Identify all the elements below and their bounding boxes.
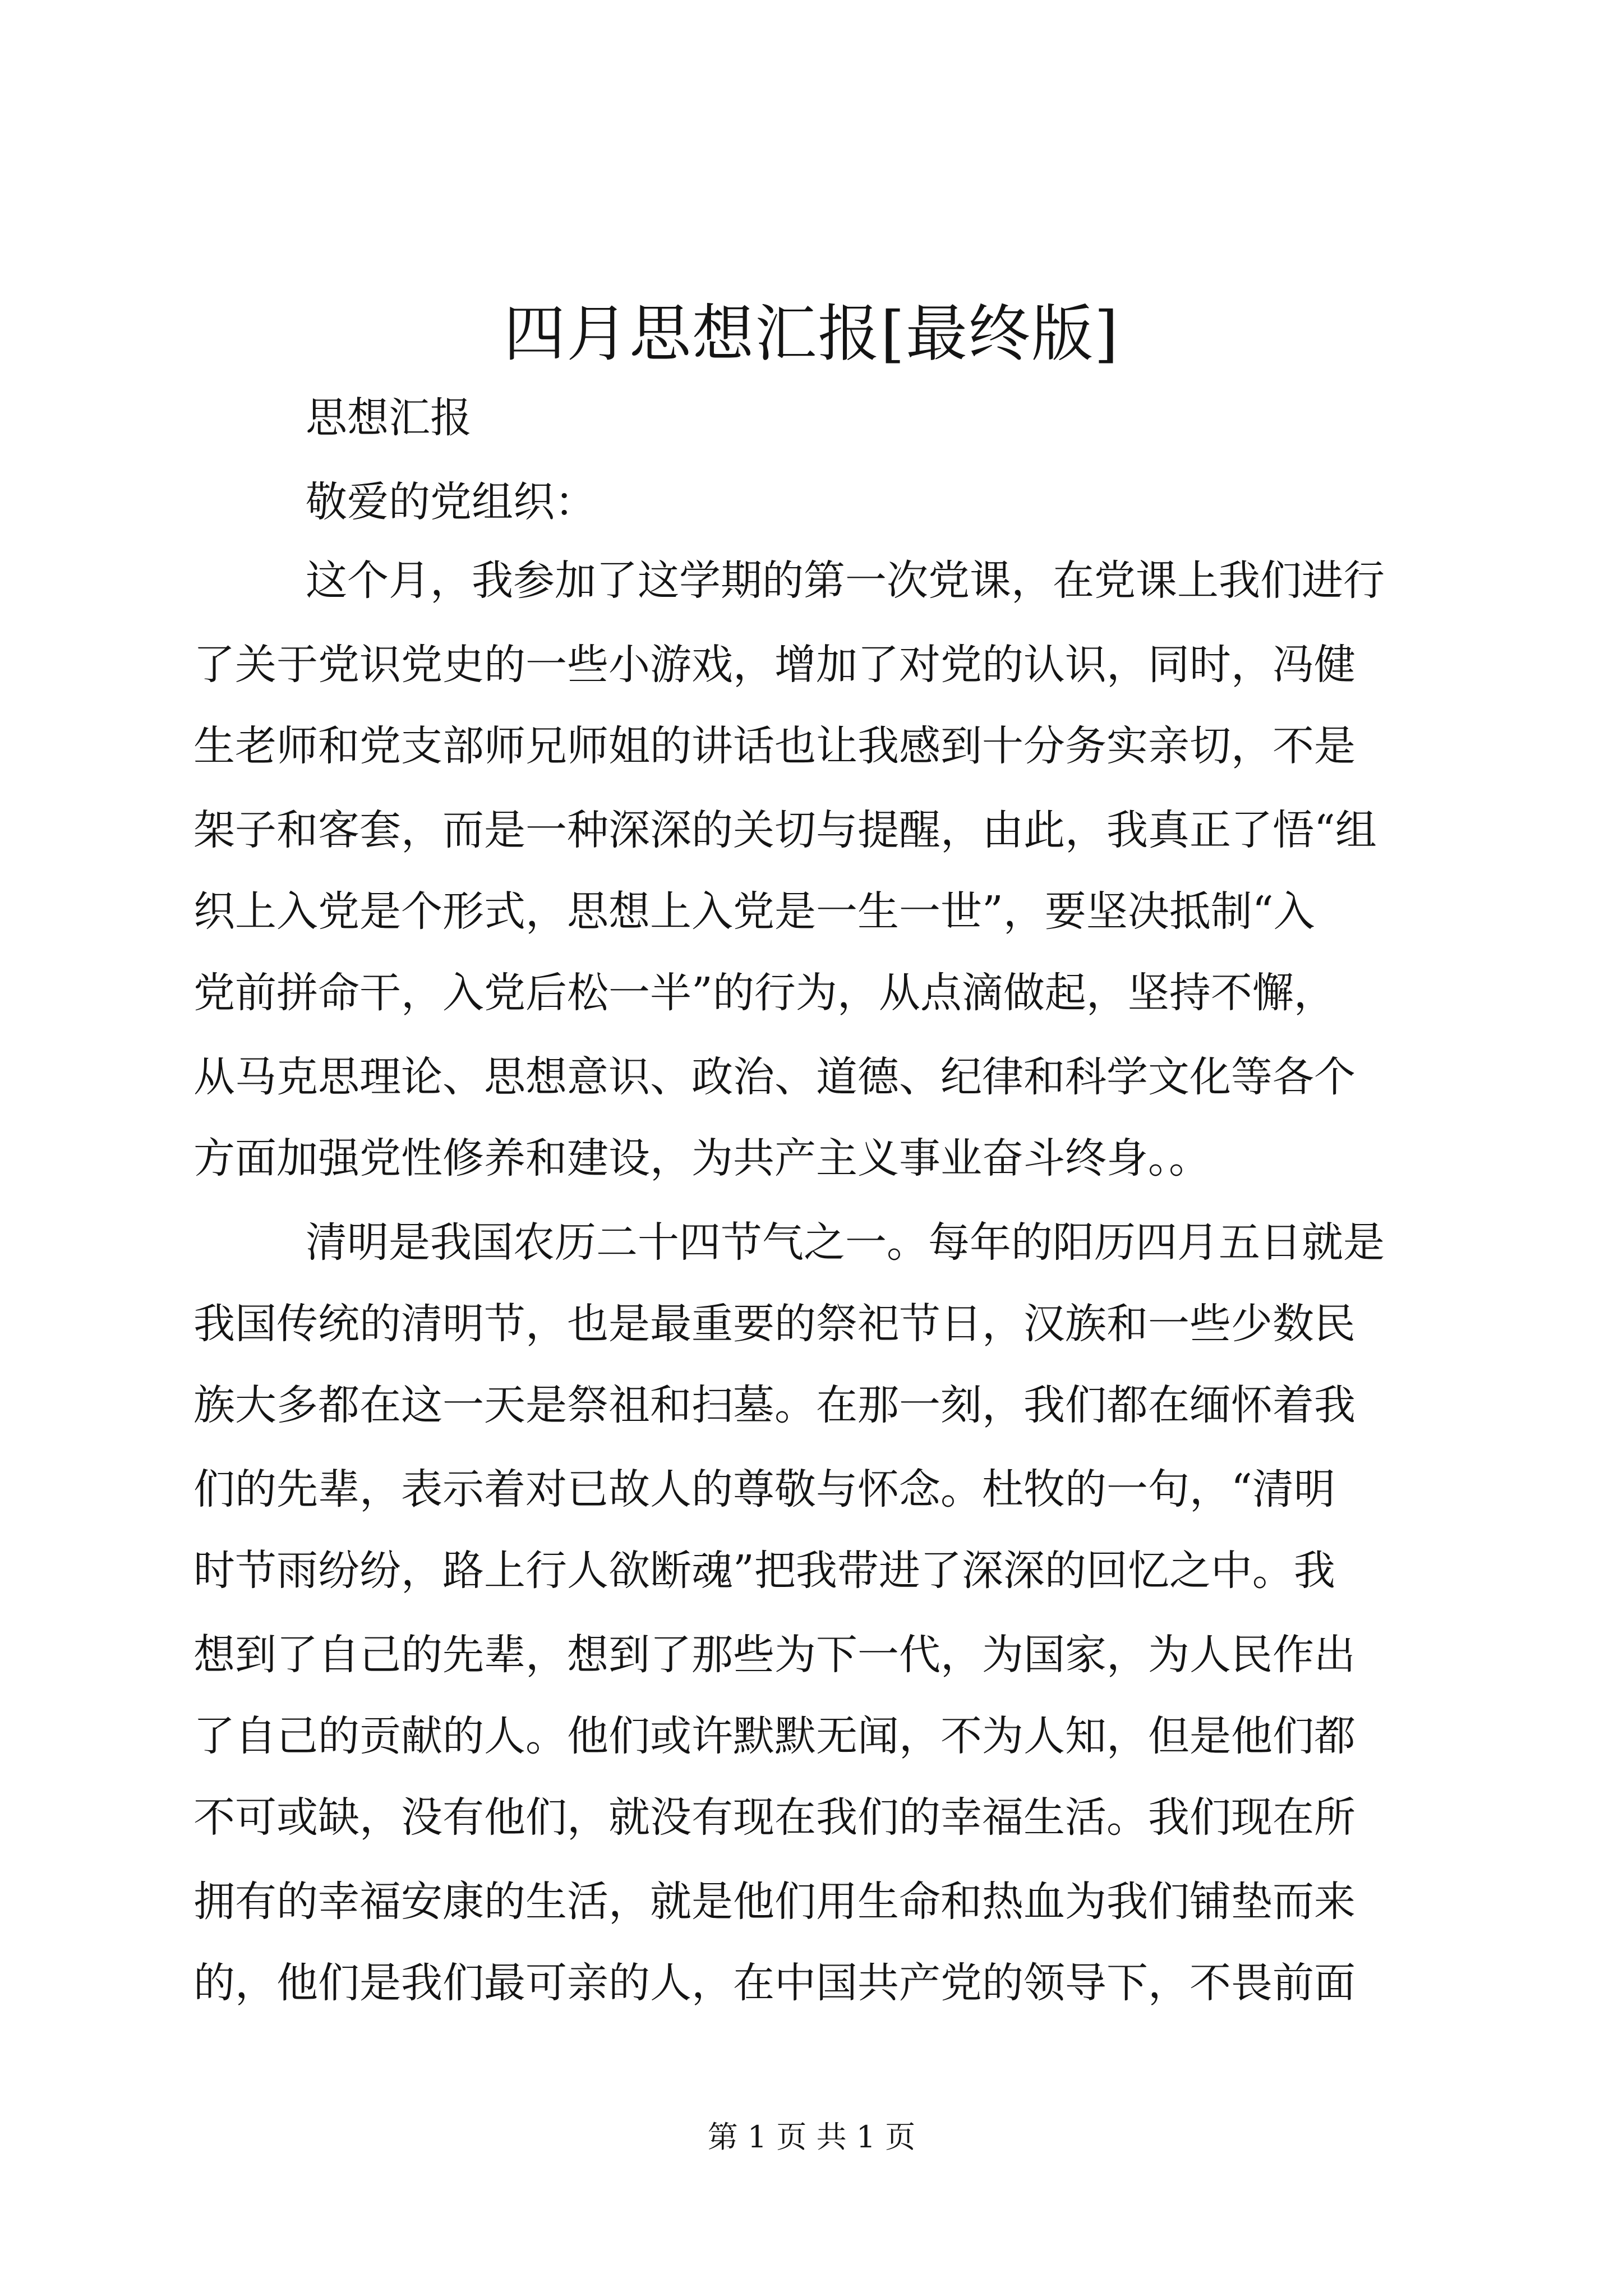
paragraph-line: 时节雨纷纷，路上行人欲断魂”把我带进了深深的回忆之中。我 (193, 1547, 1335, 1595)
paragraph-line: 想到了自己的先辈，想到了那些为下一代，为国家，为人民作出 (193, 1631, 1355, 1679)
paragraph-line: 的，他们是我们最可亲的人，在中国共产党的领导下，不畏前面 (193, 1959, 1355, 2007)
salutation: 敬爱的党组织： (306, 478, 596, 526)
paragraph-line: 了关于党识党史的一些小游戏，增加了对党的认识，同时，冯健 (193, 641, 1355, 689)
paragraph-line: 们的先辈，表示着对已故人的尊敬与怀念。杜牧的一句，“清明 (193, 1465, 1335, 1513)
paragraph-line: 不可或缺，没有他们，就没有现在我们的幸福生活。我们现在所 (193, 1793, 1355, 1842)
paragraph-line: 方面加强党性修养和建设，为共产主义事业奋斗终身。。 (193, 1134, 1210, 1182)
page-footer: 第 1 页 共 1 页 (707, 2119, 916, 2155)
document-title: 四月思想汇报[最终版] (504, 298, 1119, 370)
paragraph-line: 拥有的幸福安康的生活，就是他们用生命和热血为我们铺垫而来 (193, 1878, 1355, 1926)
paragraph-line: 清明是我国农历二十四节气之一。每年的阳历四月五日就是 (306, 1218, 1385, 1267)
paragraph-line: 这个月，我参加了这学期的第一次党课，在党课上我们进行 (306, 556, 1385, 605)
paragraph-line: 党前拼命干，入党后松一半”的行为，从点滴做起，坚持不懈， (193, 969, 1335, 1017)
section-heading: 思想汇报 (306, 394, 472, 442)
paragraph-line: 架子和客套，而是一种深深的关切与提醒，由此，我真正了悟“组 (193, 806, 1377, 854)
paragraph-line: 我国传统的清明节，也是最重要的祭祀节日，汉族和一些少数民 (193, 1300, 1355, 1348)
paragraph-line: 了自己的贡献的人。他们或许默默无闻，不为人知，但是他们都 (193, 1712, 1355, 1760)
paragraph-line: 从马克思理论、思想意识、政治、道德、纪律和科学文化等各个 (193, 1053, 1355, 1101)
paragraph-line: 族大多都在这一天是祭祖和扫墓。在那一刻，我们都在缅怀着我 (193, 1381, 1355, 1429)
paragraph-line: 生老师和党支部师兄师姐的讲话也让我感到十分务实亲切，不是 (193, 722, 1355, 770)
paragraph-line: 织上入党是个形式，思想上入党是一生一世”，要坚决抵制“入 (193, 887, 1315, 936)
